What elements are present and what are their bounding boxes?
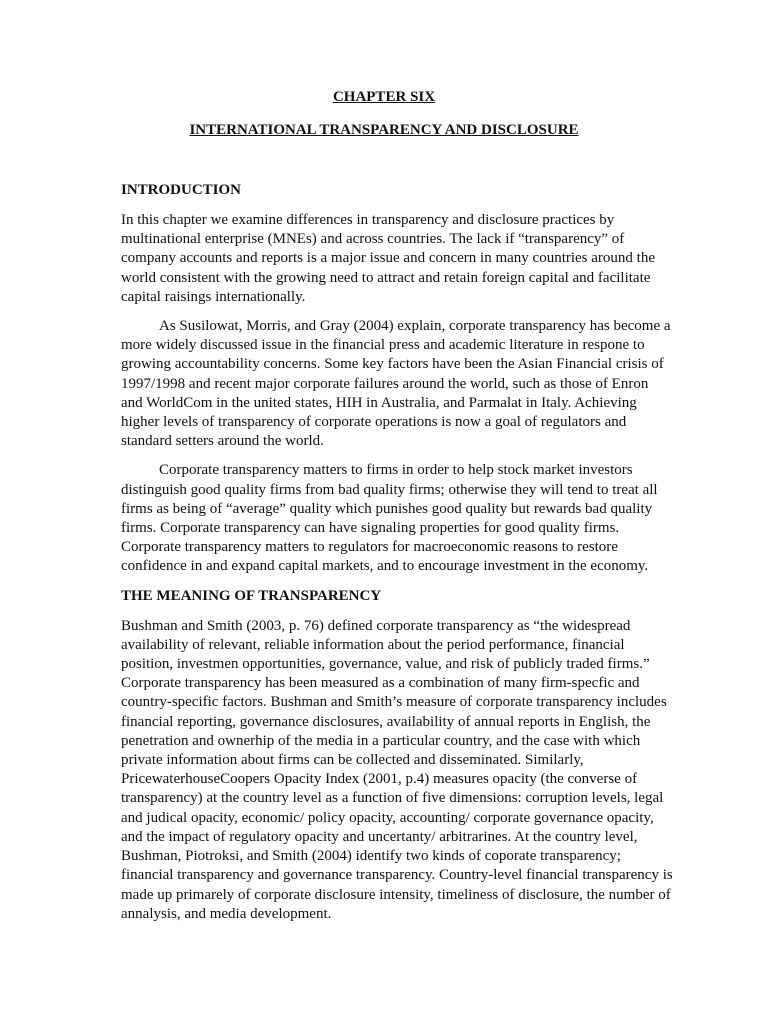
- document-body: [121, 181, 673, 934]
- paragraph-introduction-3: Corporate transparency matters to firms in order to help stock market investors distinguish good quality firms from bad quality firms; otherwise they will tend to treat all firms as being of “average” quality which punishes good quality but rewards bad quality firms. Corporate transparency can have signaling properties for good quality firms. Corporate transparency matters to regulators for macroeconomic reasons to restore confidence in and expand capital markets, and to encourage investment in the economy.: [121, 462, 658, 575]
- chapter-subtitle: INTERNATIONAL TRANSPARENCY AND DISCLOSURE: [189, 122, 579, 138]
- section-heading-meaning-of-transparency: THE MEANING OF TRANSPARENCY: [121, 587, 382, 604]
- paragraph-meaning-1: Bushman and Smith (2003, p. 76) defined corporate transparency as “the widespread availability of relevant, reliable information about the period performance, financial position, investmen opportunities, governance, value, and risk of publicly traded firms.” Corporate transparency has been measured as a combination of many firm-specfic and country-specific factors. Bushman and Smith’s measure of corporate transparency includes financial reporting, governance disclosures, availability of annual reports in English, the penetration and ownerhip of the media in a particular country, and the case with which private information about firms can be collected and disseminated. Similarly, PricewaterhouseCoopers Opacity Index (2001, p.4) measures opacity (the converse of transparency) at the country level as a function of five dimensions: corruption levels, legal and judical opacity, economic/ policy opacity, accounting/ corporate governance opacity, and the impact of regulatory opacity and uncertanty/ arbitrarines. At the country level, Bushman, Piotroksi, and Smith (2004) identify two kinds of coporate transparency; financial transparency and governance transparency. Country-level financial transparency is made up primarely of corporate disclosure intensity, timeliness of disclosure, the number of annalysis, and media development.: [121, 617, 673, 922]
- paragraph-introduction-2: As Susilowat, Morris, and Gray (2004) explain, corporate transparency has become a more widely discussed issue in the financial press and academic literature in respone to growing accountability concerns. Some key factors have been the Asian Financial crisis of 1997/1998 and recent major corporate failures around the world, such as those of Enron and WorldCom in the united states, HIH in Australia, and Parmalat in Italy. Achieving higher levels of transparency of corporate operations is now a goal of regulators and standard setters around the world.: [121, 318, 671, 450]
- chapter-title: CHAPTER SIX: [332, 89, 436, 105]
- paragraph-introduction-1: In this chapter we examine differences in transparency and disclosure practices by multinational enterprise (MNEs) and across countries. The lack if “transparency” of company accounts and reports is a major issue and concern in many countries around the world consistent with the growing need to attract and retain foreign capital and facilitate capital raisings internationally.: [121, 212, 656, 305]
- section-heading-introduction: INTRODUCTION: [121, 182, 242, 198]
